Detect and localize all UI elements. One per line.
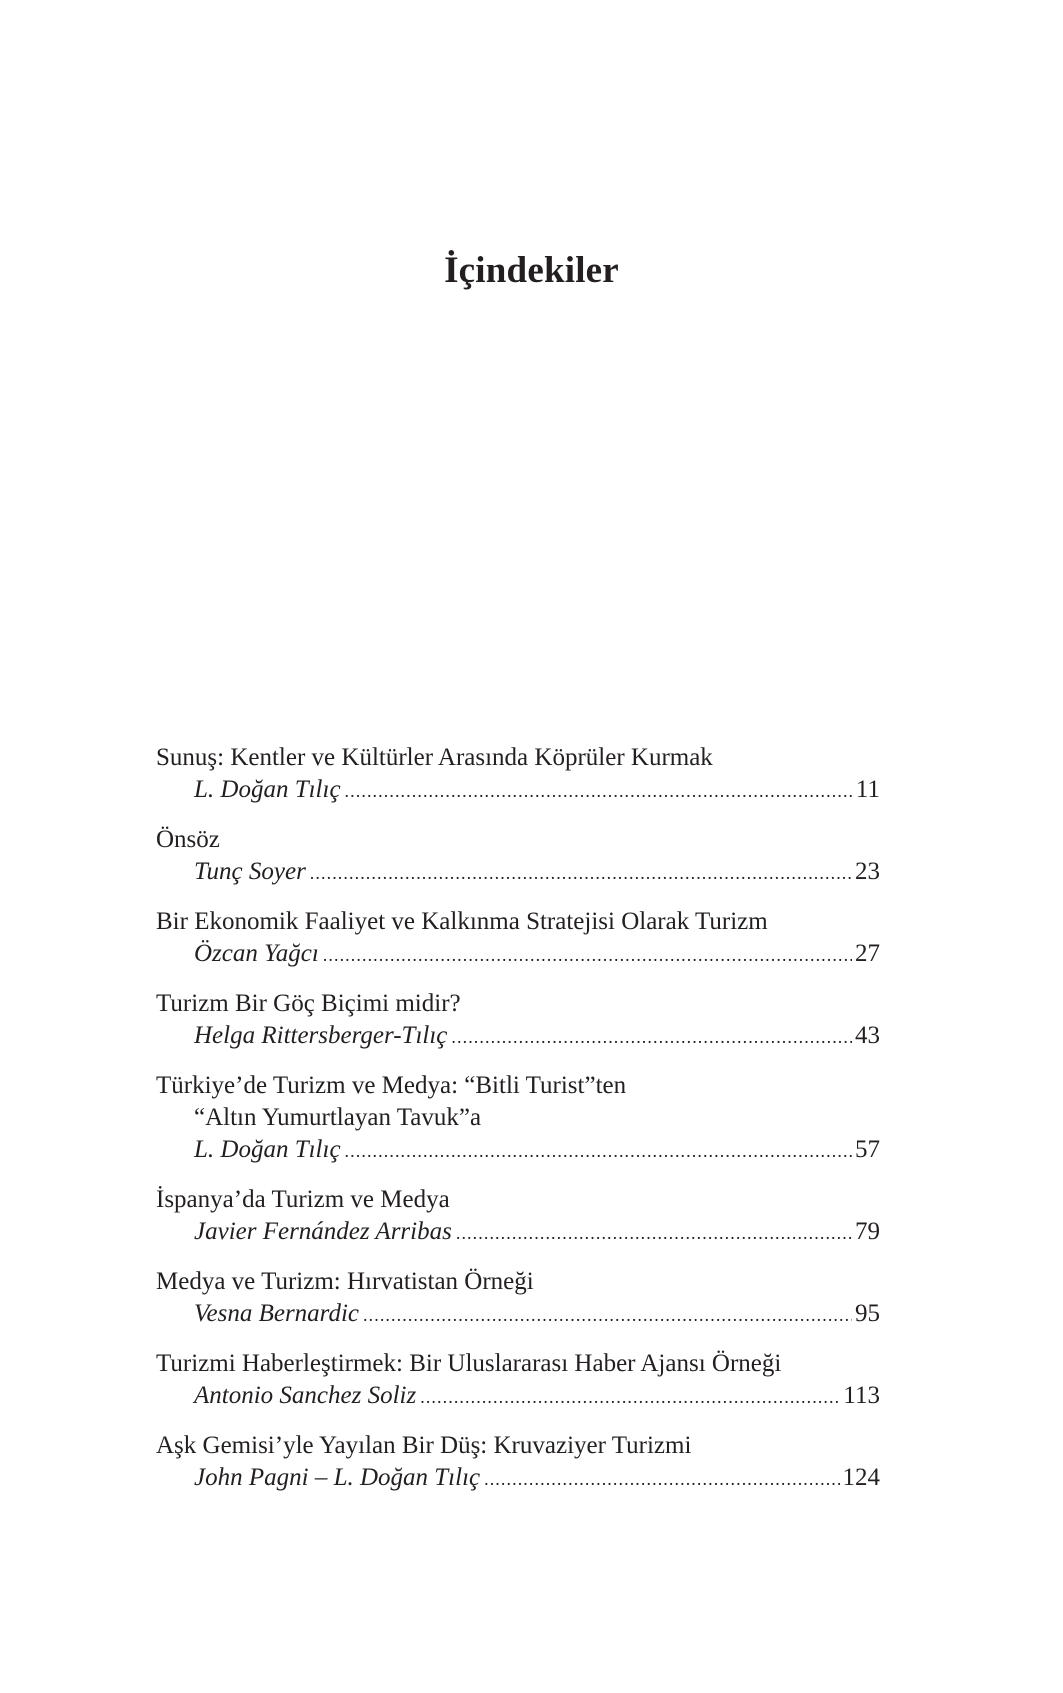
- dot-leader: [323, 939, 852, 971]
- toc-entry: [156, 1430, 880, 1495]
- toc-entry-title: Aşk Gemisi’yle Yayılan Bir Düş: Kruvaziyer Turizmi: [156, 1432, 692, 1459]
- toc-entry-author-line: [156, 856, 880, 889]
- toc-entry: [156, 824, 880, 889]
- toc-entry-title-continuation: “Altın Yumurtlayan Tavuk”a: [194, 1104, 482, 1131]
- toc-entry-author: John Pagni – L. Doğan Tılıç: [194, 1464, 481, 1491]
- toc-entry-title: Turizm Bir Göç Biçimi midir?: [156, 990, 461, 1017]
- toc-entry-author: L. Doğan Tılıç: [194, 1136, 341, 1163]
- toc-entry-author-line: [156, 1298, 880, 1331]
- toc-entry-page-number: 79: [855, 1218, 880, 1245]
- dot-leader: [345, 1135, 852, 1167]
- toc-entry-author-line: [156, 1134, 880, 1167]
- toc-entry: [156, 988, 880, 1053]
- dot-leader: [484, 1463, 839, 1495]
- toc-entry-author: Vesna Bernardic: [194, 1300, 360, 1327]
- toc-entry-title: Medya ve Turizm: Hırvatistan Örneği: [156, 1268, 534, 1295]
- toc-entry-author: Antonio Sanchez Soliz: [194, 1382, 417, 1409]
- toc-entry-title: Türkiye’de Turizm ve Medya: “Bitli Turist”ten: [156, 1072, 627, 1099]
- toc-entry-title: İspanya’da Turizm ve Medya: [156, 1186, 450, 1213]
- toc-entry-page-number: 43: [855, 1022, 880, 1049]
- page-title: İçindekiler: [444, 249, 619, 291]
- toc-entry-author: Javier Fernández Arribas: [194, 1218, 452, 1245]
- toc-entry: [156, 1266, 880, 1331]
- toc-entry-page-number: 124: [842, 1464, 880, 1491]
- dot-leader: [456, 1217, 852, 1249]
- toc-entry-page-number: 23: [855, 858, 880, 885]
- toc-entry-author: Özcan Yağcı: [194, 940, 319, 967]
- dot-leader: [420, 1381, 840, 1413]
- dot-leader: [451, 1021, 852, 1053]
- toc-entry-author: Tunç Soyer: [194, 858, 306, 885]
- table-of-contents: [156, 742, 880, 1512]
- toc-entry-author-line: [156, 1462, 880, 1495]
- toc-entry-title: Bir Ekonomik Faaliyet ve Kalkınma Stratejisi Olarak Turizm: [156, 908, 768, 935]
- toc-entry: [156, 1184, 880, 1249]
- toc-entry-author: Helga Rittersberger-Tılıç: [194, 1022, 448, 1049]
- toc-entry-author-line: [156, 774, 880, 807]
- toc-entry-author-line: [156, 1380, 880, 1413]
- toc-entry-author-line: [156, 1020, 880, 1053]
- toc-entry-page-number: 57: [855, 1136, 880, 1163]
- toc-entry-author-line: [156, 938, 880, 971]
- toc-entry-page-number: 113: [843, 1382, 880, 1409]
- toc-entry: [156, 742, 880, 807]
- toc-entry: [156, 1348, 880, 1413]
- toc-entry: [156, 1070, 880, 1167]
- toc-entry-author-line: [156, 1216, 880, 1249]
- toc-entry-page-number: 11: [855, 776, 880, 803]
- toc-entry-title: Önsöz: [156, 826, 220, 853]
- dot-leader: [363, 1299, 852, 1331]
- toc-entry-title: Turizmi Haberleştirmek: Bir Uluslararası Haber Ajansı Örneği: [156, 1350, 782, 1377]
- toc-entry-page-number: 95: [855, 1300, 880, 1327]
- dot-leader: [345, 775, 853, 807]
- toc-entry-page-number: 27: [855, 940, 880, 967]
- toc-entry: [156, 906, 880, 971]
- dot-leader: [310, 857, 852, 889]
- toc-entry-author: L. Doğan Tılıç: [194, 776, 341, 803]
- toc-entry-title: Sunuş: Kentler ve Kültürler Arasında Köprüler Kurmak: [156, 744, 713, 771]
